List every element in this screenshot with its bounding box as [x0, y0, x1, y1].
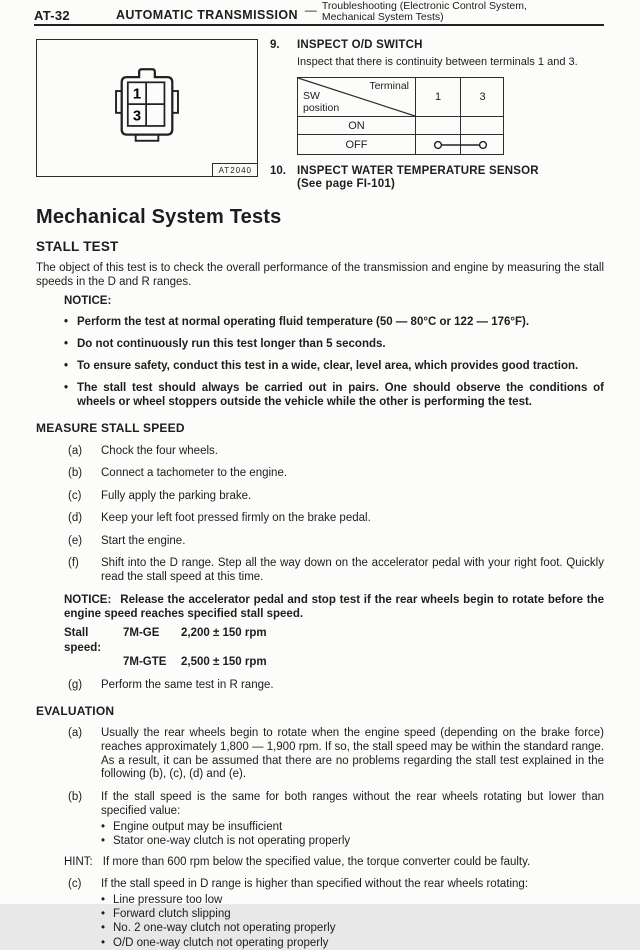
measure-step-b: (b) Connect a tachometer to the engine.	[68, 467, 288, 479]
notice-item: • To ensure safety, conduct this test in a wide, clear, level area, which provides good traction.	[64, 360, 579, 372]
bullet-item: • Line pressure too low	[101, 893, 223, 906]
table-corner-cell	[298, 78, 415, 116]
bullet-item: • Stator one-way clutch is not operating properly	[101, 834, 351, 847]
table-cell-on-1	[415, 116, 460, 134]
step-10-title: INSPECT WATER TEMPERATURE SENSOR (See page FI-101)	[297, 165, 539, 190]
page-number: AT-32	[34, 8, 70, 23]
stall-speed-spec	[64, 626, 604, 670]
measure-step-d: (d) Keep your left foot pressed firmly on the brake pedal.	[68, 512, 371, 524]
header-dash: —	[304, 3, 317, 17]
engine-7mgte: 7M-GTE	[123, 656, 167, 668]
terminal-1-label: 1	[132, 86, 142, 103]
evaluation-item-b: (b) If the stall speed is the same for both ranges without the rear wheels rotating but lower than specified value: • Engine output may be insufficient • Stator one-way clutch is not operating properly	[68, 791, 604, 847]
hint-label: HINT:	[64, 856, 93, 869]
measure-step-g: (g) Perform the same test in R range.	[68, 679, 274, 691]
top-section	[36, 39, 604, 191]
table-row-on-label: ON	[298, 116, 415, 134]
evaluation-item-c-wrap	[68, 878, 604, 950]
continuity-table	[297, 77, 504, 155]
figure-code: AT2040	[212, 163, 257, 176]
stall-speed-7mgte: 2,500 ± 150 rpm	[181, 656, 267, 668]
stall-test-notice	[64, 295, 604, 409]
terminal-3-label: 3	[132, 108, 142, 125]
header-subtitle-line2: Mechanical System Tests)	[321, 11, 444, 23]
main-heading: Mechanical System Tests	[36, 206, 282, 228]
header-subtitle-line1: Troubleshooting (Electronic Control System,	[321, 0, 527, 12]
evaluation-heading: EVALUATION	[36, 704, 115, 718]
inspection-steps-column	[258, 39, 604, 191]
mechanical-system-tests-section	[36, 206, 604, 950]
table-corner-terminal: Terminal	[369, 80, 409, 92]
item-b-bullets	[101, 820, 604, 848]
measure-step-g-wrap	[68, 678, 604, 692]
stall-test-intro: The object of this test is to check the overall performance of the transmission and engine by measuring the stall speeds in the D and R ranges.	[36, 262, 604, 288]
notice-item: • The stall test should always be carried out in pairs. One should observe the conditions of wheels or wheel stoppers outside the vehicle while the other is performing the test.	[64, 382, 604, 408]
page-header	[34, 0, 604, 26]
table-col-header-3: 3	[460, 78, 504, 116]
step-10-heading	[270, 165, 604, 191]
table-corner-sw-position: SW position	[303, 90, 340, 114]
stall-speed-label: Stall speed:	[64, 627, 102, 654]
header-subtitle	[322, 1, 527, 24]
step-9-heading	[270, 39, 604, 52]
section-title: AUTOMATIC TRANSMISSION	[115, 8, 298, 22]
bullet-item: • O/D one-way clutch not operating properly	[101, 936, 329, 949]
hint-text: If more than 600 rpm below the specified value, the torque converter could be faulty.	[102, 856, 531, 869]
stall-speed-7mge: 2,200 ± 150 rpm	[181, 627, 267, 639]
measure-steps	[68, 444, 604, 585]
step-10-reference: (See page FI-101)	[297, 178, 395, 190]
connector-figure	[36, 39, 258, 177]
step-9-instruction: Inspect that there is continuity between terminals 1 and 3.	[297, 56, 578, 68]
item-c-bullets	[101, 893, 604, 950]
bullet-item: • Engine output may be insufficient	[101, 820, 283, 833]
evaluation-items	[68, 727, 604, 848]
hint-line	[64, 855, 604, 869]
table-cell-on-3	[460, 116, 504, 134]
notice-label: NOTICE:	[64, 295, 112, 307]
step-9-title: INSPECT O/D SWITCH	[297, 39, 423, 51]
stall-test-heading: STALL TEST	[36, 239, 119, 254]
measure-step-f: (f) Shift into the D range. Step all the way down on the accelerator pedal with your right foot. Quickly read the stall speed at this time.	[68, 557, 604, 583]
step-9-number: 9.	[270, 39, 280, 51]
stall-speed-notice	[64, 593, 604, 621]
notice-item: • Perform the test at normal operating fluid temperature (50 — 80°C or 122 — 176°F).	[64, 316, 530, 328]
evaluation-item-c: (c) If the stall speed in D range is higher than specified without the rear wheels rotating: • Line pressure too low • Forward clutch slipping • No. 2 one-way clutch not operating properly • O/D one-way clutch not operating properly	[68, 878, 604, 950]
measure-stall-speed-heading: MEASURE STALL SPEED	[36, 421, 185, 435]
measure-step-a: (a) Chock the four wheels.	[68, 444, 218, 457]
table-col-header-1: 1	[415, 78, 460, 116]
od-switch-connector-drawing	[99, 64, 195, 146]
notice-label: NOTICE:	[64, 594, 112, 606]
step-10-number: 10.	[270, 165, 286, 177]
engine-7mge: 7M-GE	[123, 627, 160, 639]
notice-text: Release the accelerator pedal and stop test if the rear wheels begin to rotate before the engine speed reaches specified stall speed.	[64, 594, 604, 620]
bullet-item: • Forward clutch slipping	[101, 908, 231, 921]
measure-step-e: (e) Start the engine.	[68, 534, 186, 547]
table-row-off-label: OFF	[298, 134, 415, 154]
measure-step-c: (c) Fully apply the parking brake.	[68, 489, 252, 502]
table-cell-off-continuity	[415, 134, 504, 154]
evaluation-item-a: (a) Usually the rear wheels begin to rotate when the engine speed (depending on the brake force) reaches approximately 1,800 — 1,900 rpm. If so, the stall speed may be within the standard range. As a result, it can be assumed that there are no problems regarding the stall test explained in the following (b), (c), (d) and (e).	[68, 727, 604, 781]
bullet-item: • No. 2 one-way clutch not operating properly	[101, 922, 336, 935]
notice-item: • Do not continuously run this test longer than 5 seconds.	[64, 338, 386, 350]
continuity-symbol	[416, 135, 505, 155]
